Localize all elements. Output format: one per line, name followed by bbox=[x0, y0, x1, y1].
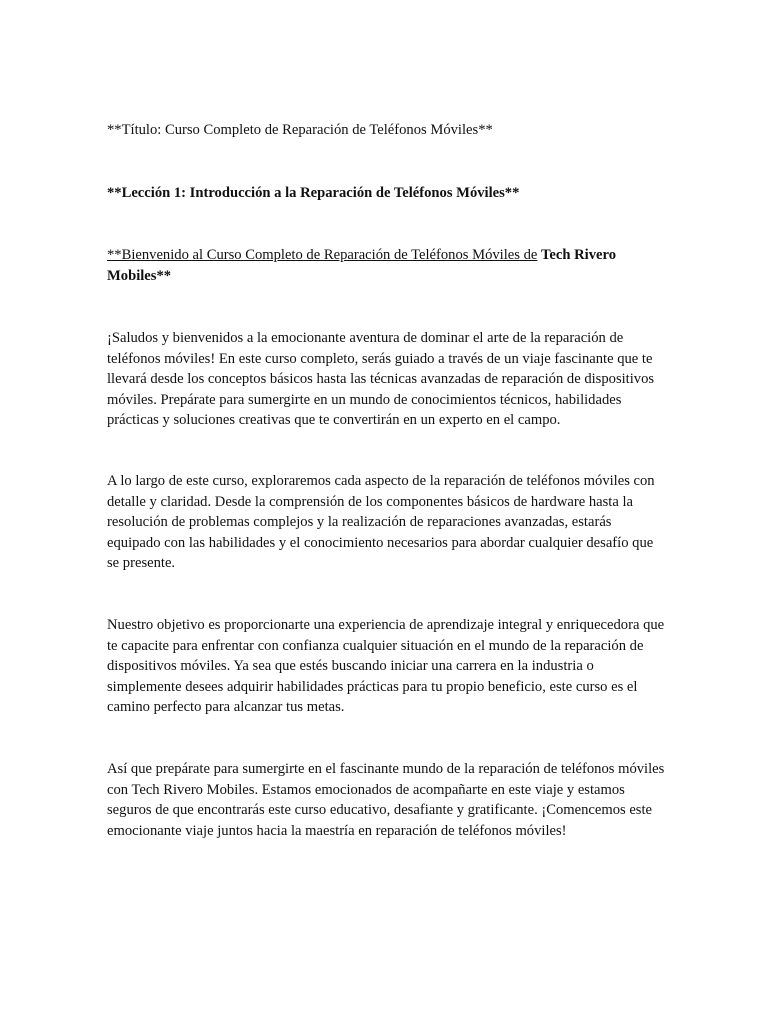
welcome-heading bbox=[107, 245, 667, 286]
paragraph-course-scope: A lo largo de este curso, exploraremos cada aspecto de la reparación de teléfonos móviles con detalle y claridad. Desde la comprensión de los componentes básicos de hardware hasta la resolución de problemas complejos y la realización de reparaciones avanzadas, estarás equipado con las habilidades y el conocimiento necesarios para abordar cualquier desafío que se presente. bbox=[107, 473, 655, 572]
paragraph-closing: Así que prepárate para sumergirte en el fascinante mundo de la reparación de teléfonos móviles con Tech Rivero Mobiles. Estamos emocionados de acompañarte en este viaje y estamos seguros de que encontrarás este curso educativo, desafiante y gratificante. ¡Comencemos este emocionante viaje juntos hacia la maestría en reparación de teléfonos móviles! bbox=[107, 761, 665, 839]
document-title: **Título: Curso Completo de Reparación de Teléfonos Móviles** bbox=[107, 122, 493, 138]
paragraph-greeting: ¡Saludos y bienvenidos a la emocionante aventura de dominar el arte de la reparación de teléfonos móviles! En este curso completo, serás guiado a través de un viaje fascinante que te llevará desde los conceptos básicos hasta las técnicas avanzadas de reparación de dispositivos móviles. Prepárate para sumergirte en un mundo de conocimientos técnicos, habilidades prácticas y soluciones creativas que te convertirán en un experto en el campo. bbox=[107, 330, 655, 429]
lesson-heading: **Lección 1: Introducción a la Reparación de Teléfonos Móviles** bbox=[107, 185, 520, 201]
welcome-underlined-text: **Bienvenido al Curso Completo de Reparación de Teléfonos Móviles de bbox=[107, 247, 538, 263]
brand-name-text: Tech Rivero Mobiles bbox=[107, 247, 617, 284]
welcome-suffix: ** bbox=[156, 267, 172, 284]
paragraph-objective: Nuestro objetivo es proporcionarte una experiencia de aprendizaje integral y enriquecedora que te capacite para enfrentar con confianza cualquier situación en el mundo de la reparación de dispositivos móviles. Ya sea que estés buscando iniciar una carrera en la industria o simplemente desees adquirir habilidades prácticas para tu propio beneficio, este curso es el camino perfecto para alcanzar tus metas. bbox=[107, 617, 665, 716]
